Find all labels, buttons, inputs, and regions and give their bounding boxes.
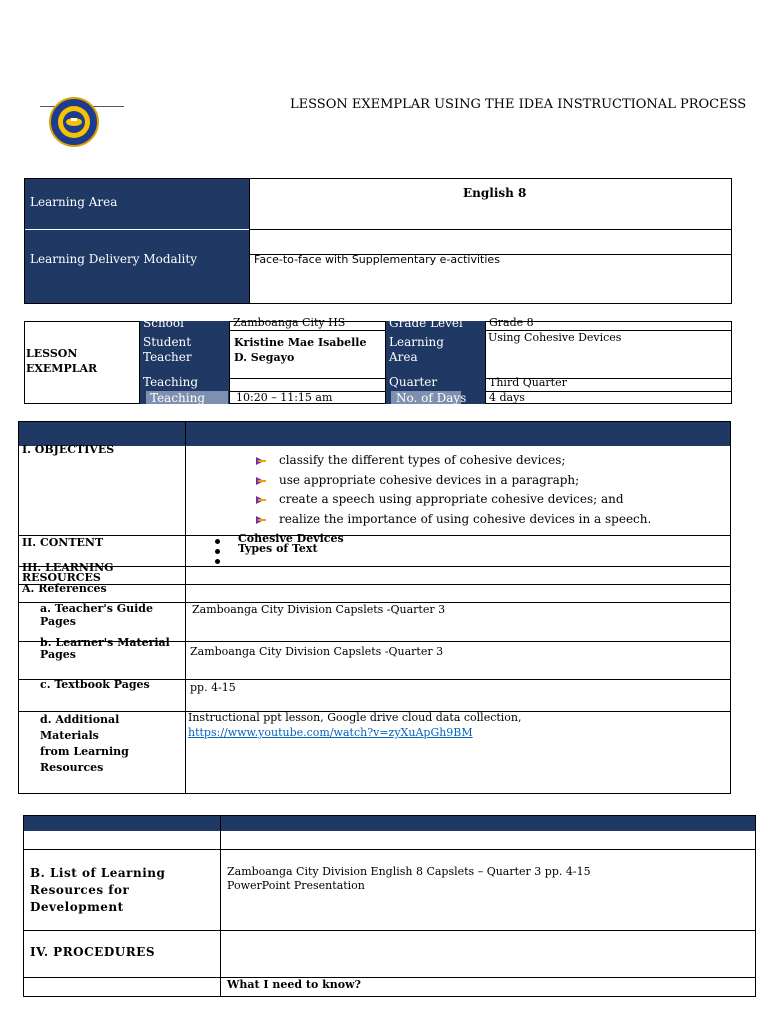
tg-value: Zamboanga City Division Capslets -Quarter 3	[192, 603, 446, 616]
objective-item	[255, 471, 651, 491]
list-resources-label: B. List of Learning Resources for Development	[30, 866, 166, 914]
table1-col-line	[249, 178, 250, 304]
grade-level-label: Grade Level	[389, 316, 463, 330]
lesson-exemplar-label: LESSON EXEMPLAR	[26, 347, 98, 375]
table4-row-line	[23, 977, 756, 978]
student-teacher-value: Kristine Mae Isabelle D. Segayo	[234, 336, 367, 364]
school-seal-icon	[48, 96, 100, 148]
textbook-value: pp. 4-15	[190, 681, 236, 694]
quarter-label: Quarter	[389, 375, 438, 389]
content-bullet	[215, 559, 220, 564]
learning-area-label: Learning Area	[30, 195, 118, 209]
resources-label: III. LEARNING RESOURCES	[22, 561, 114, 584]
objective-item	[255, 510, 651, 530]
list-resources-value-1: Zamboanga City Division English 8 Capslets – Quarter 3 pp. 4-15	[227, 865, 591, 878]
objective-item	[255, 490, 651, 510]
table4-row-line	[23, 930, 756, 931]
additional-label: d. Additional Materials from Learning Resources	[40, 713, 129, 774]
table4-col-line	[220, 815, 221, 997]
content-label: II. CONTENT	[22, 536, 104, 549]
bullet-arrow-icon	[255, 515, 267, 525]
school-label: School	[143, 316, 184, 330]
learning-area-value: English 8	[463, 186, 527, 200]
objectives-list	[255, 451, 651, 529]
objective-text: use appropriate cohesive devices in a paragraph;	[279, 472, 580, 487]
lm-value: Zamboanga City Division Capslets -Quarter 3	[190, 645, 444, 658]
objective-text: realize the importance of using cohesive devices in a speech.	[279, 511, 652, 526]
teaching-time-label: Teaching	[150, 391, 206, 405]
objective-text: create a speech using appropriate cohesive devices; and	[279, 492, 624, 506]
youtube-link[interactable]: https://www.youtube.com/watch?v=zyXuApGh9BM	[188, 726, 473, 739]
modality-label: Learning Delivery Modality	[30, 252, 197, 266]
bullet-arrow-icon	[255, 476, 267, 486]
table2-row-line	[229, 330, 385, 331]
lm-label: b. Learner's Material Pages	[40, 636, 170, 661]
objective-text: classify the different types of cohesive devices;	[279, 453, 566, 467]
list-resources-value-2: PowerPoint Presentation	[227, 879, 365, 892]
table3-col-line	[185, 421, 186, 794]
no-days-value: 4 days	[489, 391, 525, 404]
table1-border	[24, 178, 732, 304]
table1-row-line	[249, 229, 732, 230]
what-i-need-label: What I need to know?	[227, 978, 361, 991]
learning-area-label-2: Learning Area	[389, 335, 444, 364]
modality-value: Face-to-face with Supplementary e-activities	[254, 253, 500, 266]
grade-level-value: Grade 8	[489, 316, 534, 329]
textbook-label: c. Textbook Pages	[40, 678, 150, 691]
table3-row-line	[18, 535, 731, 536]
table3-row-line	[18, 566, 731, 567]
references-label: A. References	[22, 582, 107, 595]
teaching-label: Teaching	[143, 375, 199, 389]
learning-area-value-2: Using Cohesive Devices	[488, 331, 622, 344]
page-title: LESSON EXEMPLAR USING THE IDEA INSTRUCTIONAL PROCESS	[290, 97, 747, 112]
no-days-label: No. of Days	[396, 391, 467, 405]
quarter-value: Third Quarter	[489, 376, 567, 389]
objective-item	[255, 451, 651, 471]
school-value: Zamboanga City HS	[233, 316, 346, 329]
objectives-label: I. OBJECTIVES	[22, 443, 115, 456]
bullet-arrow-icon	[255, 456, 267, 466]
content-bullet	[215, 549, 220, 554]
table4-row-line	[23, 849, 756, 850]
student-teacher-label: Student Teacher	[143, 335, 192, 364]
content-bullet	[215, 539, 220, 544]
table2-col-line	[139, 321, 140, 404]
table2-row-line	[229, 378, 385, 379]
table2-col-line	[385, 321, 386, 404]
content-item: Cohesive Devices	[238, 532, 344, 545]
tg-label: a. Teacher's Guide Pages	[40, 602, 153, 628]
bullet-arrow-icon	[255, 495, 267, 505]
table3-row-line	[18, 584, 731, 585]
content-item: Types of Text	[238, 542, 318, 555]
additional-value: Instructional ppt lesson, Google drive cloud data collection,	[188, 711, 522, 724]
procedures-label: IV. PROCEDURES	[30, 945, 155, 959]
teaching-time-value: 10:20 – 11:15 am	[236, 391, 333, 404]
